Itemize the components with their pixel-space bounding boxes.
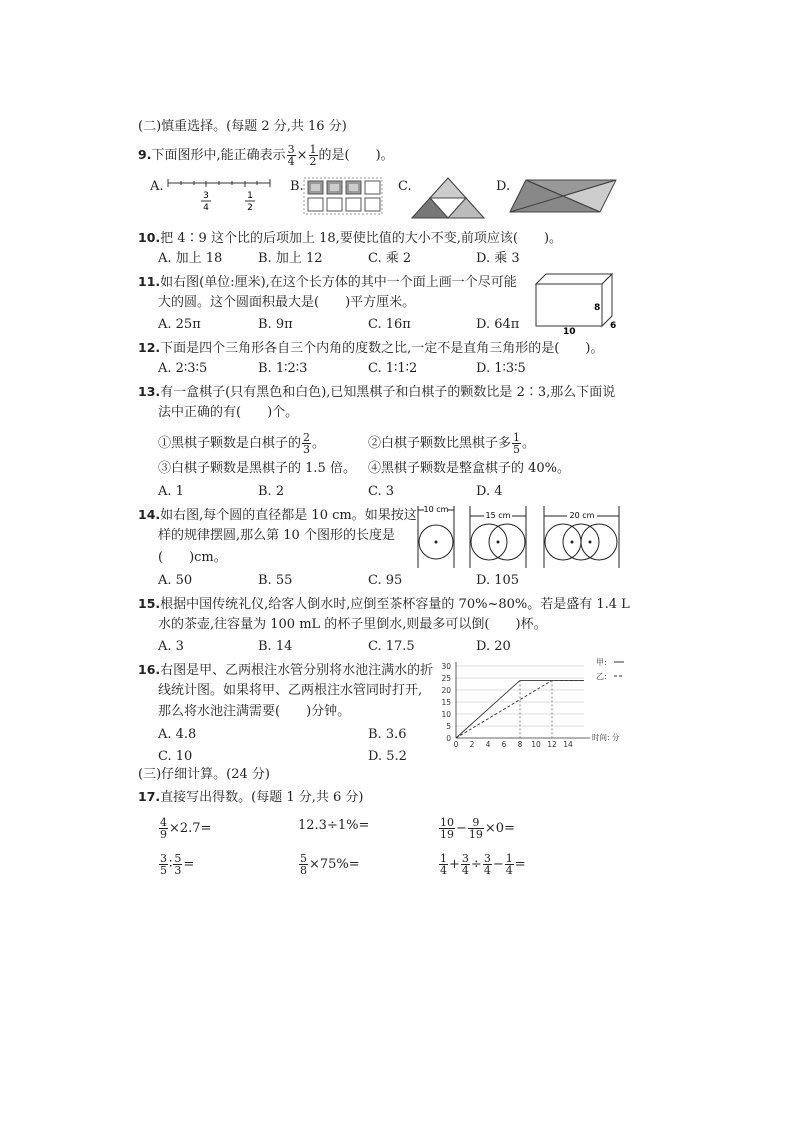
y-tick-label: 5 [446,722,451,731]
option: C. 乘 2 [368,251,412,266]
y-tick-label: 25 [441,674,451,683]
question-number: 11. [138,274,161,289]
expression-1: $\frac{4}{9}$ ×2.7= [160,816,212,841]
question-number: 16. [138,662,161,677]
question-number: 12. [138,340,161,355]
expression-4: $\frac{3}{5}$ ∶ $\frac{5}{3}$ = [160,852,195,877]
option: D. 5.2 [368,749,407,764]
question-16-line2: 线统计图。如果将甲、乙两根注水管同时打开, [158,683,423,698]
cuboid-height-label: 8 [594,303,601,313]
question-text: 下面图形中,能正确表示 [151,148,286,163]
fraction: $\frac{1}{2}$ [309,143,317,168]
section-title: (二)慎重选择。(每题 2 分,共 16 分) [138,119,347,134]
circles-pattern-figure [414,500,626,570]
y-tick-label: 20 [441,686,451,695]
y-tick-label: 15 [441,698,451,707]
option-d-figure [508,176,620,216]
x-tick-label: 4 [485,740,491,749]
operator: × [296,148,308,163]
water-fill-line-chart [430,654,624,750]
question-number: 10. [138,230,161,245]
svg-text:2: 2 [247,203,253,213]
question-number: 13. [138,384,161,399]
fraction: $\frac{3}{4}$ [287,143,295,168]
legend-label: 甲: [596,658,607,667]
option: C. 17.5 [368,639,415,654]
question-text: 如右图,每个圆的直径都是 10 cm。如果按这 [160,508,417,523]
x-tick-label: 0 [453,740,459,749]
x-tick-label: 10 [531,740,541,749]
question-text: 如右图(单位:厘米),在这个长方体的其中一个面上画一个尽可能 [160,275,517,290]
legend-label: 乙: [596,672,607,681]
question-text: )个。 [267,405,299,420]
question-15-line2: 水的茶壶,往容量为 100 mL 的杯子里倒水,则最多可以倒( )杯。 [158,617,547,632]
option: C. 1∶1∶2 [368,361,418,376]
x-tick-label: 12 [547,740,557,749]
question-text: 把 4∶9 这个比的后项加上 18,要使比值的大小不变,前项应该( [160,231,518,246]
x-tick-label: 6 [501,740,507,749]
option: D. 64π [476,317,520,332]
statement-4: ④黑棋子颗数是整盒棋子的 40%。 [368,461,571,476]
question-text: 有一盒棋子(只有黑色和白色),已知黑棋子和白棋子的颗数比是 2∶3,那么下面说 [160,385,616,400]
question-14-line3: ( )cm。 [158,550,227,565]
x-tick-label: 14 [563,740,573,749]
expression-6: $\frac{1}{4}$ + $\frac{3}{4}$ ÷ $\frac{3}{4}$ − $\frac{1}{4}$ = [440,852,526,877]
question-text: )。 [543,231,563,246]
svg-text:3: 3 [203,191,209,201]
option: D. 4 [476,484,503,499]
option: B. 55 [258,573,293,588]
question-text: 右图是甲、乙两根注水管分别将水池注满水的折 [160,663,434,678]
question-text: 下面是四个三角形各自三个内角的度数之比,一定不是直角三角形的是( [160,341,560,356]
question-number: 14. [138,507,161,522]
svg-text:4: 4 [203,203,209,213]
question-11 [138,273,517,292]
expression-2: 12.3÷1%= [298,818,370,833]
cuboid-length-label: 10 [563,327,576,336]
y-tick-label: 30 [441,662,451,671]
x-axis-label: 时间: 分 [592,733,620,742]
option-a-figure [165,176,273,216]
option-label: C. [398,179,412,194]
option: B. 2 [258,484,285,499]
option: D. 20 [476,639,511,654]
option-label: B. [290,179,304,194]
section-title: (三)仔细计算。(24 分) [138,767,270,782]
cuboid-width-label: 6 [610,321,617,331]
question-text: )平方厘米。 [345,295,416,310]
option: B. 9π [258,317,293,332]
option: C. 95 [368,573,403,588]
x-tick-label: 8 [517,740,523,749]
question-12 [138,339,603,358]
option: D. 乘 3 [476,251,520,266]
question-number: 17. [138,789,161,804]
question-text: )。 [375,148,394,163]
option-label: D. [496,179,511,194]
option: B. 14 [258,639,293,654]
figure-label: 10 cm [423,505,449,514]
question-text: 大的圆。这个圆面积最大是( [158,295,320,310]
question-text: 的是( [318,148,350,163]
question-16 [138,661,433,680]
option: C. 16π [368,317,411,332]
option-b-figure [302,176,384,216]
y-tick-label: 0 [446,734,451,743]
option: A. 3 [158,639,184,654]
question-10 [138,229,562,248]
statement-1: ①黑棋子颗数是白棋子的 $\frac{2}{3}$ 。 [158,431,326,456]
option: B. 加上 12 [258,251,323,266]
question-14 [138,506,417,525]
option: A. 25π [158,317,201,332]
option: A. 加上 18 [158,251,223,266]
option-c-figure [408,176,488,222]
question-11-line2 [158,294,415,312]
question-text: )。 [585,341,604,356]
question-17 [138,788,364,807]
question-number: 15. [138,596,161,611]
question-13 [138,383,615,402]
statement-3: ③白棋子颗数是黑棋子的 1.5 倍。 [158,461,356,476]
x-tick-label: 2 [469,740,475,749]
figure-label: 15 cm [485,511,511,520]
option: A. 4.8 [158,727,197,742]
question-15 [138,595,630,614]
question-text: 法中正确的有( [158,405,242,420]
option: D. 1∶3∶5 [476,361,526,376]
question-16-line3: 那么将水池注满需要( )分钟。 [158,704,351,719]
question-9 [138,144,394,167]
question-text: 直接写出得数。(每题 1 分,共 6 分) [160,790,364,805]
option: C. 3 [368,484,395,499]
svg-text:1: 1 [247,191,253,201]
y-tick-label: 10 [441,710,451,719]
cuboid-figure [532,270,622,336]
option: D. 105 [476,573,520,588]
option: B. 3.6 [368,727,407,742]
option: A. 1 [158,484,184,499]
statement-2: ②白棋子颗数比黑棋子多 $\frac{1}{5}$ 。 [368,431,536,456]
question-number: 9. [138,147,152,162]
option: A. 2∶3∶5 [158,361,208,376]
figure-label: 20 cm [569,511,595,520]
question-text: 根据中国传统礼仪,给客人倒水时,应倒至茶杯容量的 70%~80%。若是盛有 1.4 L [160,597,630,612]
expression-5: $\frac{5}{8}$ ×75%= [300,852,360,877]
option: A. 50 [158,573,193,588]
option: B. 1∶2∶3 [258,361,308,376]
expression-3: $\frac{10}{19}$ − $\frac{9}{19}$ ×0= [440,816,515,841]
option-label: A. [150,179,164,194]
question-14-line2: 样的规律摆圆,那么第 10 个图形的长度是 [158,528,395,543]
question-13-line2 [158,404,298,422]
option: C. 10 [158,749,193,764]
